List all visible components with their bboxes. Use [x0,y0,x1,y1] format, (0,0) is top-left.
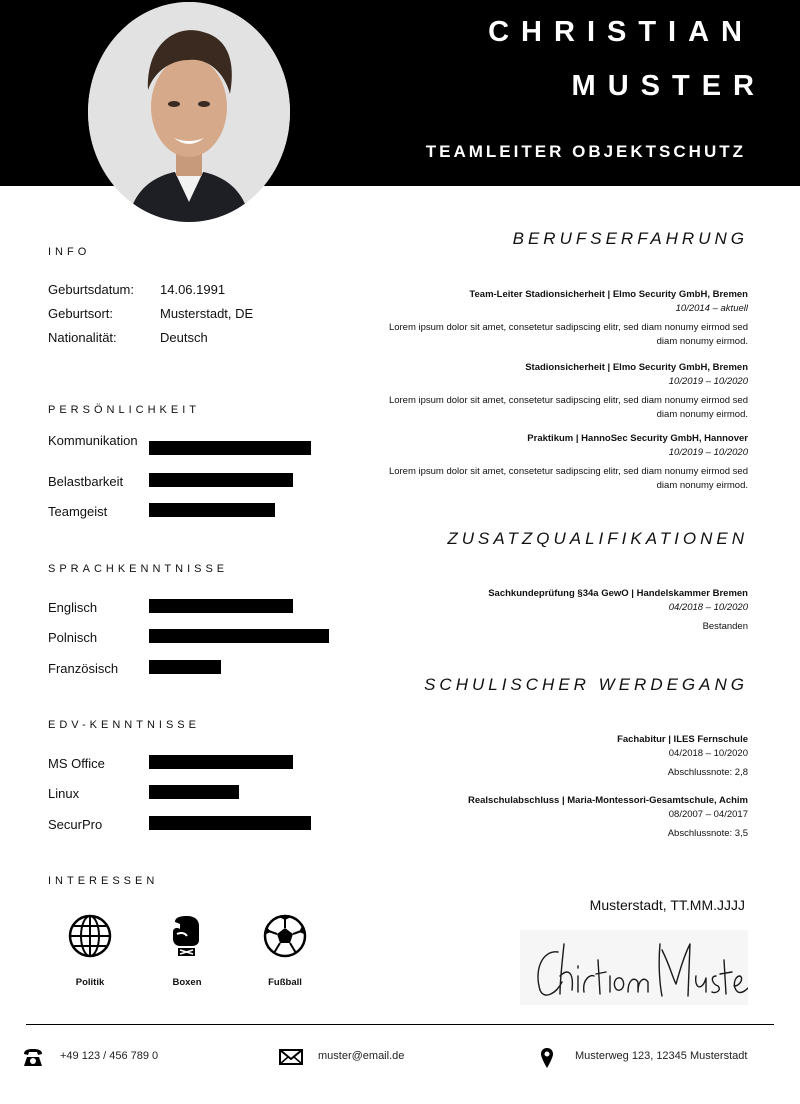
info-row-nationality [48,330,208,345]
skill-label: Teamgeist [48,504,108,519]
interest-boxen [152,914,222,988]
job-title: TEAMLEITER OBJEKTSCHUTZ [425,142,746,161]
entry-title: Stadionsicherheit | Elmo Security GmbH, Bremen [525,362,748,373]
experience-entry [368,288,748,349]
entry-text: Abschlussnote: 2,8 [667,767,748,778]
portrait-photo [88,2,290,222]
skill-label: Kommunikation [48,433,138,448]
it-skill-label: Linux [48,786,80,801]
entry-text: Bestanden [702,621,748,632]
entry-date: 10/2014 – aktuell [675,303,748,314]
interest-politik [55,914,125,988]
experience-entry [368,432,748,493]
handwritten-signature [520,930,748,1005]
phone-number[interactable]: +49 123 / 456 789 0 [60,1050,159,1062]
qualifications-heading: ZUSATZQUALIFIKATIONEN [447,529,748,548]
signature [520,930,748,1005]
experience-heading: BERUFSERFAHRUNG [512,229,748,248]
skill-bar [149,441,311,455]
entry-title: Realschulabschluss | Maria-Montessori-Gesamtschule, Achim [467,795,748,806]
boxing-glove-icon [165,914,209,958]
education-entry [368,733,748,780]
education-heading: SCHULISCHER WERDEGANG [424,675,748,694]
it-skill-bar [149,755,293,769]
place-date: Musterstadt, TT.MM.JJJJ [589,897,745,913]
postal-address: Musterweg 123, 12345 Musterstadt [575,1050,748,1062]
info-label: Geburtsort: [48,306,114,321]
it-skills-heading: EDV-KENNTNISSE [48,719,200,731]
it-skill-label: SecurPro [48,817,103,832]
qualification-entry [368,587,748,634]
interest-label: Politik [75,977,105,988]
entry-date: 10/2019 – 10/2020 [668,376,748,387]
info-row-birthdate [48,282,226,297]
entry-title: Fachabitur | ILES Fernschule [617,734,748,745]
education-entry [368,794,748,841]
it-skill-label: MS Office [48,756,105,771]
interest-label: Boxen [172,977,202,988]
skill-bar [149,503,275,517]
info-row-birthplace [48,306,254,321]
entry-text: Lorem ipsum dolor sit amet, consetetur sadipscing elitr, sed diam nonumy eirmod sed diam nonumy eirmod. [388,322,748,347]
info-value: Deutsch [160,330,208,345]
it-skill-bar [149,816,311,830]
profile-photo [88,2,290,222]
location-pin-icon [540,1047,554,1069]
email-address[interactable]: muster@email.de [318,1050,405,1062]
info-value: 14.06.1991 [160,282,226,297]
skill-bar [149,473,293,487]
language-bar [149,660,221,674]
entry-text: Lorem ipsum dolor sit amet, consetetur sadipscing elitr, sed diam nonumy eirmod sed diam nonumy eirmod. [388,395,748,420]
experience-entry [368,361,748,422]
entry-title: Praktikum | HannoSec Security GmbH, Hannover [527,433,748,444]
language-bar [149,599,293,613]
envelope-icon [279,1048,303,1066]
interest-label: Fußball [268,977,302,988]
info-label: Nationalität: [48,330,117,345]
entry-title: Team-Leiter Stadionsicherheit | Elmo Security GmbH, Bremen [469,289,748,300]
entry-text: Lorem ipsum dolor sit amet, consetetur sadipscing elitr, sed diam nonumy eirmod sed diam nonumy eirmod. [388,466,748,491]
entry-date: 08/2007 – 04/2017 [668,809,748,820]
last-name: MUSTER [571,70,766,102]
info-value: Musterstadt, DE [160,306,254,321]
entry-date: 04/2018 – 10/2020 [668,748,748,759]
entry-text: Abschlussnote: 3,5 [667,828,748,839]
language-bar [149,629,329,643]
info-label: Geburtsdatum: [48,282,134,297]
interests-heading: INTERESSEN [48,875,159,887]
language-label: Französisch [48,661,119,676]
entry-date: 04/2018 – 10/2020 [668,602,748,613]
soccer-ball-icon [263,914,307,958]
interest-fussball [250,914,320,988]
languages-heading: SPRACHKENNTNISSE [48,563,229,575]
language-label: Polnisch [48,630,98,645]
first-name: CHRISTIAN [488,16,754,48]
language-label: Englisch [48,600,98,615]
personality-heading: PERSÖNLICHKEIT [48,404,200,416]
footer-divider [26,1024,774,1025]
globe-icon [68,914,112,958]
skill-label: Belastbarkeit [48,474,124,489]
it-skill-bar [149,785,239,799]
info-heading: INFO [48,246,91,258]
entry-date: 10/2019 – 10/2020 [668,447,748,458]
phone-icon [22,1048,44,1068]
entry-title: Sachkundeprüfung §34a GewO | Handelskammer Bremen [488,588,748,599]
